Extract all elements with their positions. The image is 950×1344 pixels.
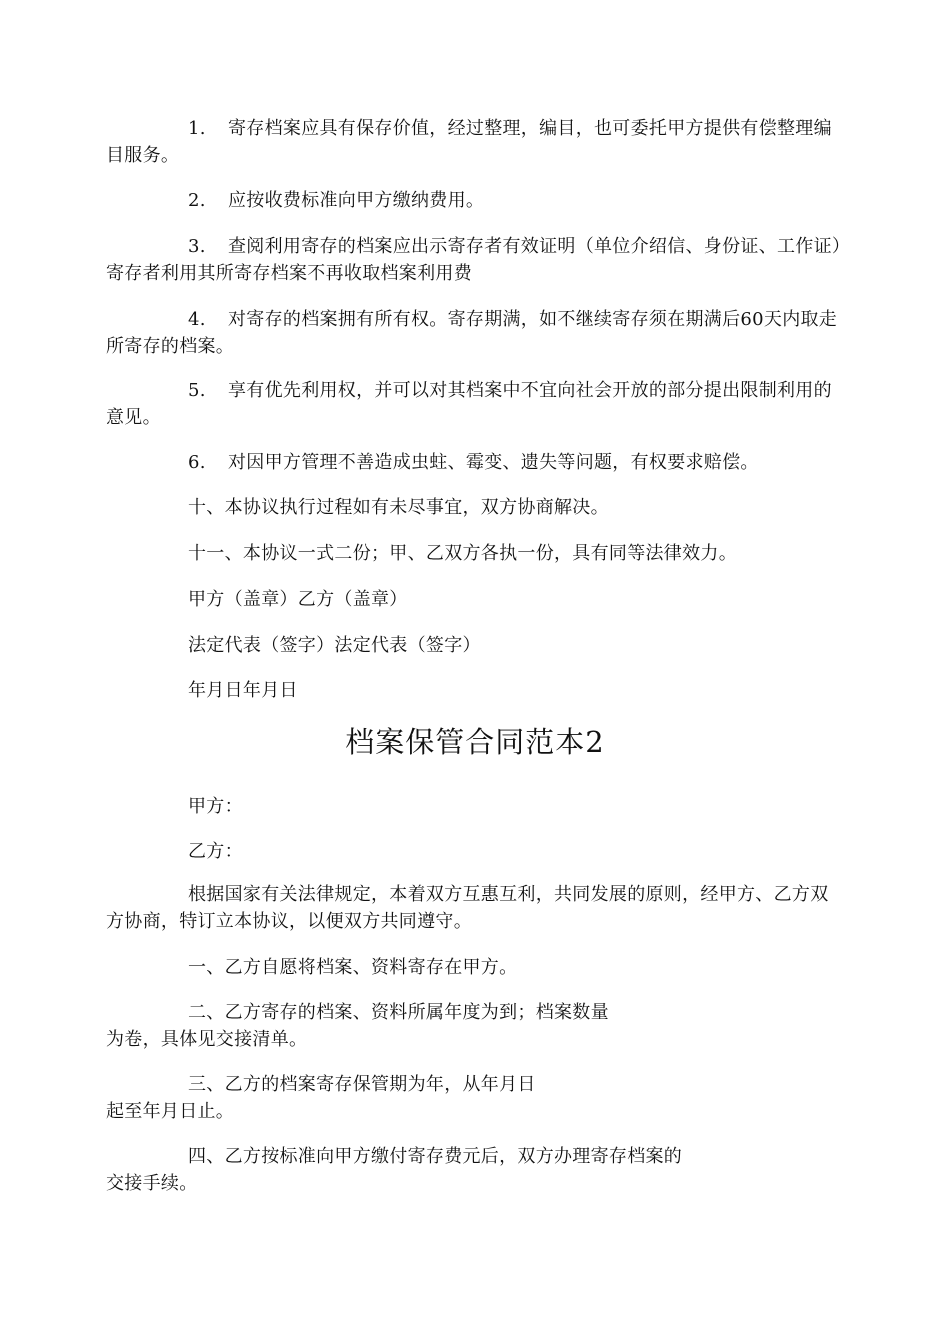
item-1-text: 寄存档案应具有保存价值，经过整理，编目，也可委托甲方提供有偿整理编目服务。	[106, 118, 832, 166]
item-2	[106, 187, 846, 214]
contract-clause-3-line-2: 起至年月日止。	[106, 1101, 235, 1122]
item-3-number: 3.	[188, 236, 206, 257]
representative-line: 法定代表（签字）法定代表（签字）	[188, 635, 481, 656]
item-1	[106, 115, 846, 169]
item-5-text: 享有优先利用权，并可以对其档案中不宜向社会开放的部分提出限制利用的意见。	[106, 380, 832, 428]
item-2-number: 2.	[188, 190, 206, 211]
item-3-text: 查阅利用寄存的档案应出示寄存者有效证明（单位介绍信、身份证、工作证）寄存者利用其所寄存档案不再收取档案利用费	[106, 236, 842, 284]
date-line: 年月日年月日	[188, 680, 298, 701]
contract-clause-3-line-1: 三、乙方的档案寄存保管期为年，从年月日	[188, 1074, 536, 1095]
contract-clause-2-line-1: 二、乙方寄存的档案、资料所属年度为到；档案数量	[188, 1002, 609, 1023]
item-5-number: 5.	[188, 380, 206, 401]
clause-11: 十一、本协议一式二份；甲、乙双方各执一份，具有同等法律效力。	[188, 543, 737, 564]
item-3	[106, 233, 846, 287]
item-4-number: 4.	[188, 309, 206, 330]
contract-clause-2-line-2: 为卷，具体见交接清单。	[106, 1029, 308, 1050]
item-6	[106, 449, 846, 476]
clause-10: 十、本协议执行过程如有未尽事宜，双方协商解决。	[188, 497, 609, 518]
item-5	[106, 377, 846, 431]
seal-line: 甲方（盖章）乙方（盖章）	[188, 589, 408, 610]
party-b-label: 乙方：	[188, 841, 243, 862]
item-1-number: 1.	[188, 118, 206, 139]
contract-clause-4-line-1: 四、乙方按标准向甲方缴付寄存费元后，双方办理寄存档案的	[188, 1146, 683, 1167]
item-4	[106, 306, 846, 360]
item-4-text: 对寄存的档案拥有所有权。寄存期满，如不继续寄存须在期满后60天内取走所寄存的档案。	[106, 309, 838, 357]
item-6-text: 对因甲方管理不善造成虫蛀、霉变、遗失等问题，有权要求赔偿。	[228, 452, 759, 473]
party-a-label: 甲方：	[188, 796, 243, 817]
section-title: 档案保管合同范本2	[345, 725, 605, 759]
contract-clause-1: 一、乙方自愿将档案、资料寄存在甲方。	[188, 957, 518, 978]
item-2-text: 应按收费标准向甲方缴纳费用。	[228, 190, 485, 211]
item-6-number: 6.	[188, 452, 206, 473]
contract-clause-4-line-2: 交接手续。	[106, 1173, 198, 1194]
intro-paragraph: 根据国家有关法律规定，本着双方互惠互利，共同发展的原则，经甲方、乙方双方协商，特订立本协议，以便双方共同遵守。	[106, 884, 829, 932]
